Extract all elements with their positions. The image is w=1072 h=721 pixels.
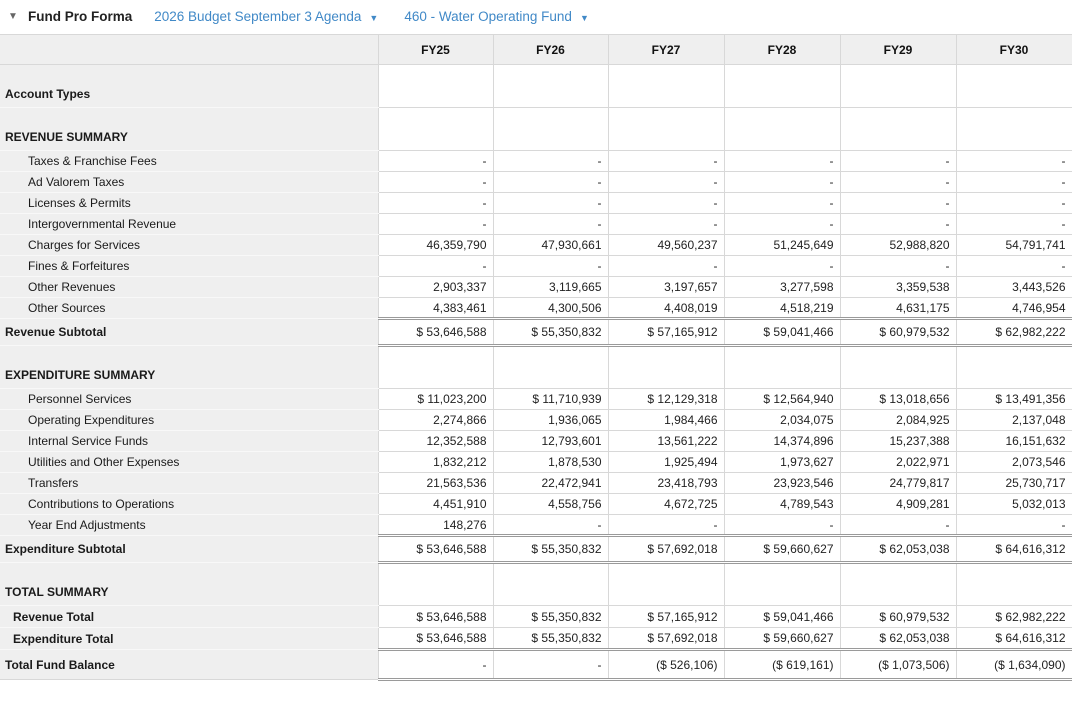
table-row-internal-service-funds <box>0 431 1072 452</box>
cell-total-fund-balance-fy28: ($ 619,161) <box>724 650 840 680</box>
collapse-panel-icon[interactable]: ▼ <box>8 11 18 22</box>
cell-revenue-summary-fy26 <box>493 108 608 151</box>
cell-charges-for-services-fy28: 51,245,649 <box>724 235 840 256</box>
cell-intergovernmental-revenue-fy26: - <box>493 214 608 235</box>
budget-dropdown-label: 2026 Budget September 3 Agenda <box>154 9 362 24</box>
table-row-operating-expenditures <box>0 410 1072 431</box>
cell-personnel-services-fy29: $ 13,018,656 <box>840 389 956 410</box>
corner-header-cell <box>0 35 378 65</box>
cell-revenue-total-fy26: $ 55,350,832 <box>493 606 608 628</box>
cell-revenue-total-fy29: $ 60,979,532 <box>840 606 956 628</box>
table-row-intergovernmental-revenue <box>0 214 1072 235</box>
cell-utilities-other-expenses-fy26: 1,878,530 <box>493 452 608 473</box>
cell-personnel-services-fy26: $ 11,710,939 <box>493 389 608 410</box>
cell-contributions-to-operations-fy29: 4,909,281 <box>840 494 956 515</box>
cell-expenditure-subtotal-fy26: $ 55,350,832 <box>493 536 608 563</box>
cell-account-types-fy27 <box>608 65 724 108</box>
cell-expenditure-total-fy29: $ 62,053,038 <box>840 628 956 650</box>
cell-expenditure-summary-fy27 <box>608 346 724 389</box>
cell-expenditure-subtotal-fy29: $ 62,053,038 <box>840 536 956 563</box>
cell-revenue-total-fy25: $ 53,646,588 <box>378 606 493 628</box>
cell-personnel-services-fy28: $ 12,564,940 <box>724 389 840 410</box>
cell-operating-expenditures-fy30: 2,137,048 <box>956 410 1072 431</box>
cell-utilities-other-expenses-fy25: 1,832,212 <box>378 452 493 473</box>
caret-down-icon: ▼ <box>369 12 379 23</box>
cell-fines-forfeitures-fy27: - <box>608 256 724 277</box>
fund-dropdown[interactable] <box>404 9 589 24</box>
cell-expenditure-subtotal-fy28: $ 59,660,627 <box>724 536 840 563</box>
cell-charges-for-services-fy25: 46,359,790 <box>378 235 493 256</box>
cell-expenditure-summary-fy30 <box>956 346 1072 389</box>
cell-total-summary-fy25 <box>378 563 493 606</box>
table-row-account-types <box>0 65 1072 108</box>
cell-utilities-other-expenses-fy27: 1,925,494 <box>608 452 724 473</box>
cell-other-sources-fy25: 4,383,461 <box>378 298 493 319</box>
row-label-revenue-subtotal: Revenue Subtotal <box>0 319 378 346</box>
cell-internal-service-funds-fy28: 14,374,896 <box>724 431 840 452</box>
cell-expenditure-subtotal-fy27: $ 57,692,018 <box>608 536 724 563</box>
cell-fines-forfeitures-fy28: - <box>724 256 840 277</box>
cell-other-revenues-fy27: 3,197,657 <box>608 277 724 298</box>
cell-expenditure-summary-fy28 <box>724 346 840 389</box>
cell-revenue-subtotal-fy28: $ 59,041,466 <box>724 319 840 346</box>
cell-ad-valorem-taxes-fy26: - <box>493 172 608 193</box>
cell-expenditure-subtotal-fy30: $ 64,616,312 <box>956 536 1072 563</box>
cell-charges-for-services-fy27: 49,560,237 <box>608 235 724 256</box>
row-label-internal-service-funds: Internal Service Funds <box>0 431 378 452</box>
row-label-total-fund-balance: Total Fund Balance <box>0 650 378 680</box>
cell-revenue-summary-fy27 <box>608 108 724 151</box>
cell-revenue-subtotal-fy30: $ 62,982,222 <box>956 319 1072 346</box>
row-label-other-revenues: Other Revenues <box>0 277 378 298</box>
cell-intergovernmental-revenue-fy29: - <box>840 214 956 235</box>
budget-dropdown[interactable] <box>154 9 378 24</box>
cell-expenditure-total-fy25: $ 53,646,588 <box>378 628 493 650</box>
cell-account-types-fy26 <box>493 65 608 108</box>
table-row-expenditure-summary <box>0 346 1072 389</box>
row-label-year-end-adjustments: Year End Adjustments <box>0 515 378 536</box>
cell-ad-valorem-taxes-fy30: - <box>956 172 1072 193</box>
cell-operating-expenditures-fy29: 2,084,925 <box>840 410 956 431</box>
cell-taxes-franchise-fees-fy26: - <box>493 151 608 172</box>
cell-internal-service-funds-fy30: 16,151,632 <box>956 431 1072 452</box>
cell-taxes-franchise-fees-fy27: - <box>608 151 724 172</box>
row-label-revenue-total: Revenue Total <box>0 606 378 628</box>
cell-operating-expenditures-fy28: 2,034,075 <box>724 410 840 431</box>
cell-revenue-summary-fy25 <box>378 108 493 151</box>
cell-intergovernmental-revenue-fy25: - <box>378 214 493 235</box>
cell-account-types-fy25 <box>378 65 493 108</box>
cell-total-fund-balance-fy27: ($ 526,106) <box>608 650 724 680</box>
column-header-fy26: FY26 <box>493 35 608 65</box>
row-label-licenses-permits: Licenses & Permits <box>0 193 378 214</box>
cell-utilities-other-expenses-fy30: 2,073,546 <box>956 452 1072 473</box>
cell-taxes-franchise-fees-fy30: - <box>956 151 1072 172</box>
row-label-personnel-services: Personnel Services <box>0 389 378 410</box>
caret-down-icon: ▼ <box>579 12 589 23</box>
column-header-fy27: FY27 <box>608 35 724 65</box>
cell-other-sources-fy30: 4,746,954 <box>956 298 1072 319</box>
cell-revenue-subtotal-fy26: $ 55,350,832 <box>493 319 608 346</box>
row-label-account-types: Account Types <box>0 65 378 108</box>
cell-other-revenues-fy28: 3,277,598 <box>724 277 840 298</box>
cell-fines-forfeitures-fy25: - <box>378 256 493 277</box>
cell-licenses-permits-fy28: - <box>724 193 840 214</box>
cell-expenditure-summary-fy25 <box>378 346 493 389</box>
table-row-year-end-adjustments <box>0 515 1072 536</box>
cell-intergovernmental-revenue-fy30: - <box>956 214 1072 235</box>
pro-forma-table <box>0 34 1072 681</box>
cell-expenditure-total-fy30: $ 64,616,312 <box>956 628 1072 650</box>
table-row-expenditure-subtotal <box>0 536 1072 563</box>
cell-year-end-adjustments-fy29: - <box>840 515 956 536</box>
table-row-revenue-subtotal <box>0 319 1072 346</box>
table-row-total-fund-balance <box>0 650 1072 680</box>
column-header-fy28: FY28 <box>724 35 840 65</box>
cell-transfers-fy30: 25,730,717 <box>956 473 1072 494</box>
cell-total-fund-balance-fy29: ($ 1,073,506) <box>840 650 956 680</box>
cell-revenue-subtotal-fy27: $ 57,165,912 <box>608 319 724 346</box>
table-row-licenses-permits <box>0 193 1072 214</box>
cell-contributions-to-operations-fy27: 4,672,725 <box>608 494 724 515</box>
cell-expenditure-subtotal-fy25: $ 53,646,588 <box>378 536 493 563</box>
row-label-total-summary: TOTAL SUMMARY <box>0 563 378 606</box>
cell-licenses-permits-fy26: - <box>493 193 608 214</box>
cell-fines-forfeitures-fy30: - <box>956 256 1072 277</box>
row-label-taxes-franchise-fees: Taxes & Franchise Fees <box>0 151 378 172</box>
cell-utilities-other-expenses-fy29: 2,022,971 <box>840 452 956 473</box>
cell-expenditure-total-fy28: $ 59,660,627 <box>724 628 840 650</box>
cell-year-end-adjustments-fy28: - <box>724 515 840 536</box>
cell-charges-for-services-fy30: 54,791,741 <box>956 235 1072 256</box>
cell-other-sources-fy26: 4,300,506 <box>493 298 608 319</box>
row-label-utilities-other-expenses: Utilities and Other Expenses <box>0 452 378 473</box>
row-label-operating-expenditures: Operating Expenditures <box>0 410 378 431</box>
table-row-charges-for-services <box>0 235 1072 256</box>
cell-year-end-adjustments-fy25: 148,276 <box>378 515 493 536</box>
cell-expenditure-total-fy27: $ 57,692,018 <box>608 628 724 650</box>
cell-revenue-subtotal-fy29: $ 60,979,532 <box>840 319 956 346</box>
cell-taxes-franchise-fees-fy25: - <box>378 151 493 172</box>
row-label-contributions-to-operations: Contributions to Operations <box>0 494 378 515</box>
cell-transfers-fy26: 22,472,941 <box>493 473 608 494</box>
row-label-expenditure-subtotal: Expenditure Subtotal <box>0 536 378 563</box>
cell-expenditure-total-fy26: $ 55,350,832 <box>493 628 608 650</box>
cell-account-types-fy29 <box>840 65 956 108</box>
cell-transfers-fy27: 23,418,793 <box>608 473 724 494</box>
column-header-row <box>0 35 1072 65</box>
cell-total-fund-balance-fy25: - <box>378 650 493 680</box>
row-label-charges-for-services: Charges for Services <box>0 235 378 256</box>
cell-total-summary-fy29 <box>840 563 956 606</box>
column-header-fy25: FY25 <box>378 35 493 65</box>
cell-ad-valorem-taxes-fy25: - <box>378 172 493 193</box>
fund-dropdown-label: 460 - Water Operating Fund <box>404 9 572 24</box>
cell-utilities-other-expenses-fy28: 1,973,627 <box>724 452 840 473</box>
row-label-fines-forfeitures: Fines & Forfeitures <box>0 256 378 277</box>
row-label-revenue-summary: REVENUE SUMMARY <box>0 108 378 151</box>
cell-year-end-adjustments-fy27: - <box>608 515 724 536</box>
cell-other-sources-fy29: 4,631,175 <box>840 298 956 319</box>
cell-total-summary-fy30 <box>956 563 1072 606</box>
cell-revenue-summary-fy29 <box>840 108 956 151</box>
table-row-total-summary <box>0 563 1072 606</box>
cell-licenses-permits-fy25: - <box>378 193 493 214</box>
cell-personnel-services-fy27: $ 12,129,318 <box>608 389 724 410</box>
cell-account-types-fy28 <box>724 65 840 108</box>
cell-expenditure-summary-fy29 <box>840 346 956 389</box>
cell-total-fund-balance-fy26: - <box>493 650 608 680</box>
row-label-expenditure-summary: EXPENDITURE SUMMARY <box>0 346 378 389</box>
table-row-contributions-to-operations <box>0 494 1072 515</box>
table-row-transfers <box>0 473 1072 494</box>
column-header-fy29: FY29 <box>840 35 956 65</box>
row-label-intergovernmental-revenue: Intergovernmental Revenue <box>0 214 378 235</box>
cell-revenue-total-fy27: $ 57,165,912 <box>608 606 724 628</box>
cell-total-summary-fy27 <box>608 563 724 606</box>
cell-transfers-fy29: 24,779,817 <box>840 473 956 494</box>
cell-charges-for-services-fy26: 47,930,661 <box>493 235 608 256</box>
cell-taxes-franchise-fees-fy28: - <box>724 151 840 172</box>
row-label-transfers: Transfers <box>0 473 378 494</box>
row-label-ad-valorem-taxes: Ad Valorem Taxes <box>0 172 378 193</box>
cell-revenue-total-fy28: $ 59,041,466 <box>724 606 840 628</box>
cell-personnel-services-fy30: $ 13,491,356 <box>956 389 1072 410</box>
cell-total-summary-fy28 <box>724 563 840 606</box>
table-row-revenue-total <box>0 606 1072 628</box>
row-label-other-sources: Other Sources <box>0 298 378 319</box>
cell-operating-expenditures-fy25: 2,274,866 <box>378 410 493 431</box>
cell-total-summary-fy26 <box>493 563 608 606</box>
table-row-expenditure-total <box>0 628 1072 650</box>
cell-operating-expenditures-fy26: 1,936,065 <box>493 410 608 431</box>
cell-ad-valorem-taxes-fy28: - <box>724 172 840 193</box>
table-row-other-revenues <box>0 277 1072 298</box>
cell-revenue-total-fy30: $ 62,982,222 <box>956 606 1072 628</box>
cell-licenses-permits-fy27: - <box>608 193 724 214</box>
column-header-fy30: FY30 <box>956 35 1072 65</box>
cell-revenue-summary-fy28 <box>724 108 840 151</box>
cell-ad-valorem-taxes-fy29: - <box>840 172 956 193</box>
cell-fines-forfeitures-fy26: - <box>493 256 608 277</box>
table-row-personnel-services <box>0 389 1072 410</box>
table-row-fines-forfeitures <box>0 256 1072 277</box>
cell-internal-service-funds-fy25: 12,352,588 <box>378 431 493 452</box>
cell-other-revenues-fy29: 3,359,538 <box>840 277 956 298</box>
cell-charges-for-services-fy29: 52,988,820 <box>840 235 956 256</box>
cell-year-end-adjustments-fy30: - <box>956 515 1072 536</box>
cell-licenses-permits-fy29: - <box>840 193 956 214</box>
cell-expenditure-summary-fy26 <box>493 346 608 389</box>
pro-forma-table-body <box>0 65 1072 680</box>
cell-contributions-to-operations-fy30: 5,032,013 <box>956 494 1072 515</box>
cell-contributions-to-operations-fy25: 4,451,910 <box>378 494 493 515</box>
cell-account-types-fy30 <box>956 65 1072 108</box>
cell-licenses-permits-fy30: - <box>956 193 1072 214</box>
cell-internal-service-funds-fy29: 15,237,388 <box>840 431 956 452</box>
cell-intergovernmental-revenue-fy28: - <box>724 214 840 235</box>
table-row-utilities-other-expenses <box>0 452 1072 473</box>
cell-internal-service-funds-fy26: 12,793,601 <box>493 431 608 452</box>
table-row-revenue-summary <box>0 108 1072 151</box>
row-label-expenditure-total: Expenditure Total <box>0 628 378 650</box>
cell-contributions-to-operations-fy26: 4,558,756 <box>493 494 608 515</box>
cell-ad-valorem-taxes-fy27: - <box>608 172 724 193</box>
cell-contributions-to-operations-fy28: 4,789,543 <box>724 494 840 515</box>
toolbar <box>0 0 1072 33</box>
cell-other-revenues-fy30: 3,443,526 <box>956 277 1072 298</box>
cell-other-revenues-fy25: 2,903,337 <box>378 277 493 298</box>
table-row-taxes-franchise-fees <box>0 151 1072 172</box>
cell-revenue-summary-fy30 <box>956 108 1072 151</box>
table-row-ad-valorem-taxes <box>0 172 1072 193</box>
cell-total-fund-balance-fy30: ($ 1,634,090) <box>956 650 1072 680</box>
table-row-other-sources <box>0 298 1072 319</box>
cell-other-revenues-fy26: 3,119,665 <box>493 277 608 298</box>
page-title: Fund Pro Forma <box>28 9 133 24</box>
cell-taxes-franchise-fees-fy29: - <box>840 151 956 172</box>
cell-internal-service-funds-fy27: 13,561,222 <box>608 431 724 452</box>
cell-other-sources-fy28: 4,518,219 <box>724 298 840 319</box>
cell-operating-expenditures-fy27: 1,984,466 <box>608 410 724 431</box>
cell-year-end-adjustments-fy26: - <box>493 515 608 536</box>
cell-revenue-subtotal-fy25: $ 53,646,588 <box>378 319 493 346</box>
cell-other-sources-fy27: 4,408,019 <box>608 298 724 319</box>
cell-fines-forfeitures-fy29: - <box>840 256 956 277</box>
cell-transfers-fy28: 23,923,546 <box>724 473 840 494</box>
cell-personnel-services-fy25: $ 11,023,200 <box>378 389 493 410</box>
cell-transfers-fy25: 21,563,536 <box>378 473 493 494</box>
cell-intergovernmental-revenue-fy27: - <box>608 214 724 235</box>
